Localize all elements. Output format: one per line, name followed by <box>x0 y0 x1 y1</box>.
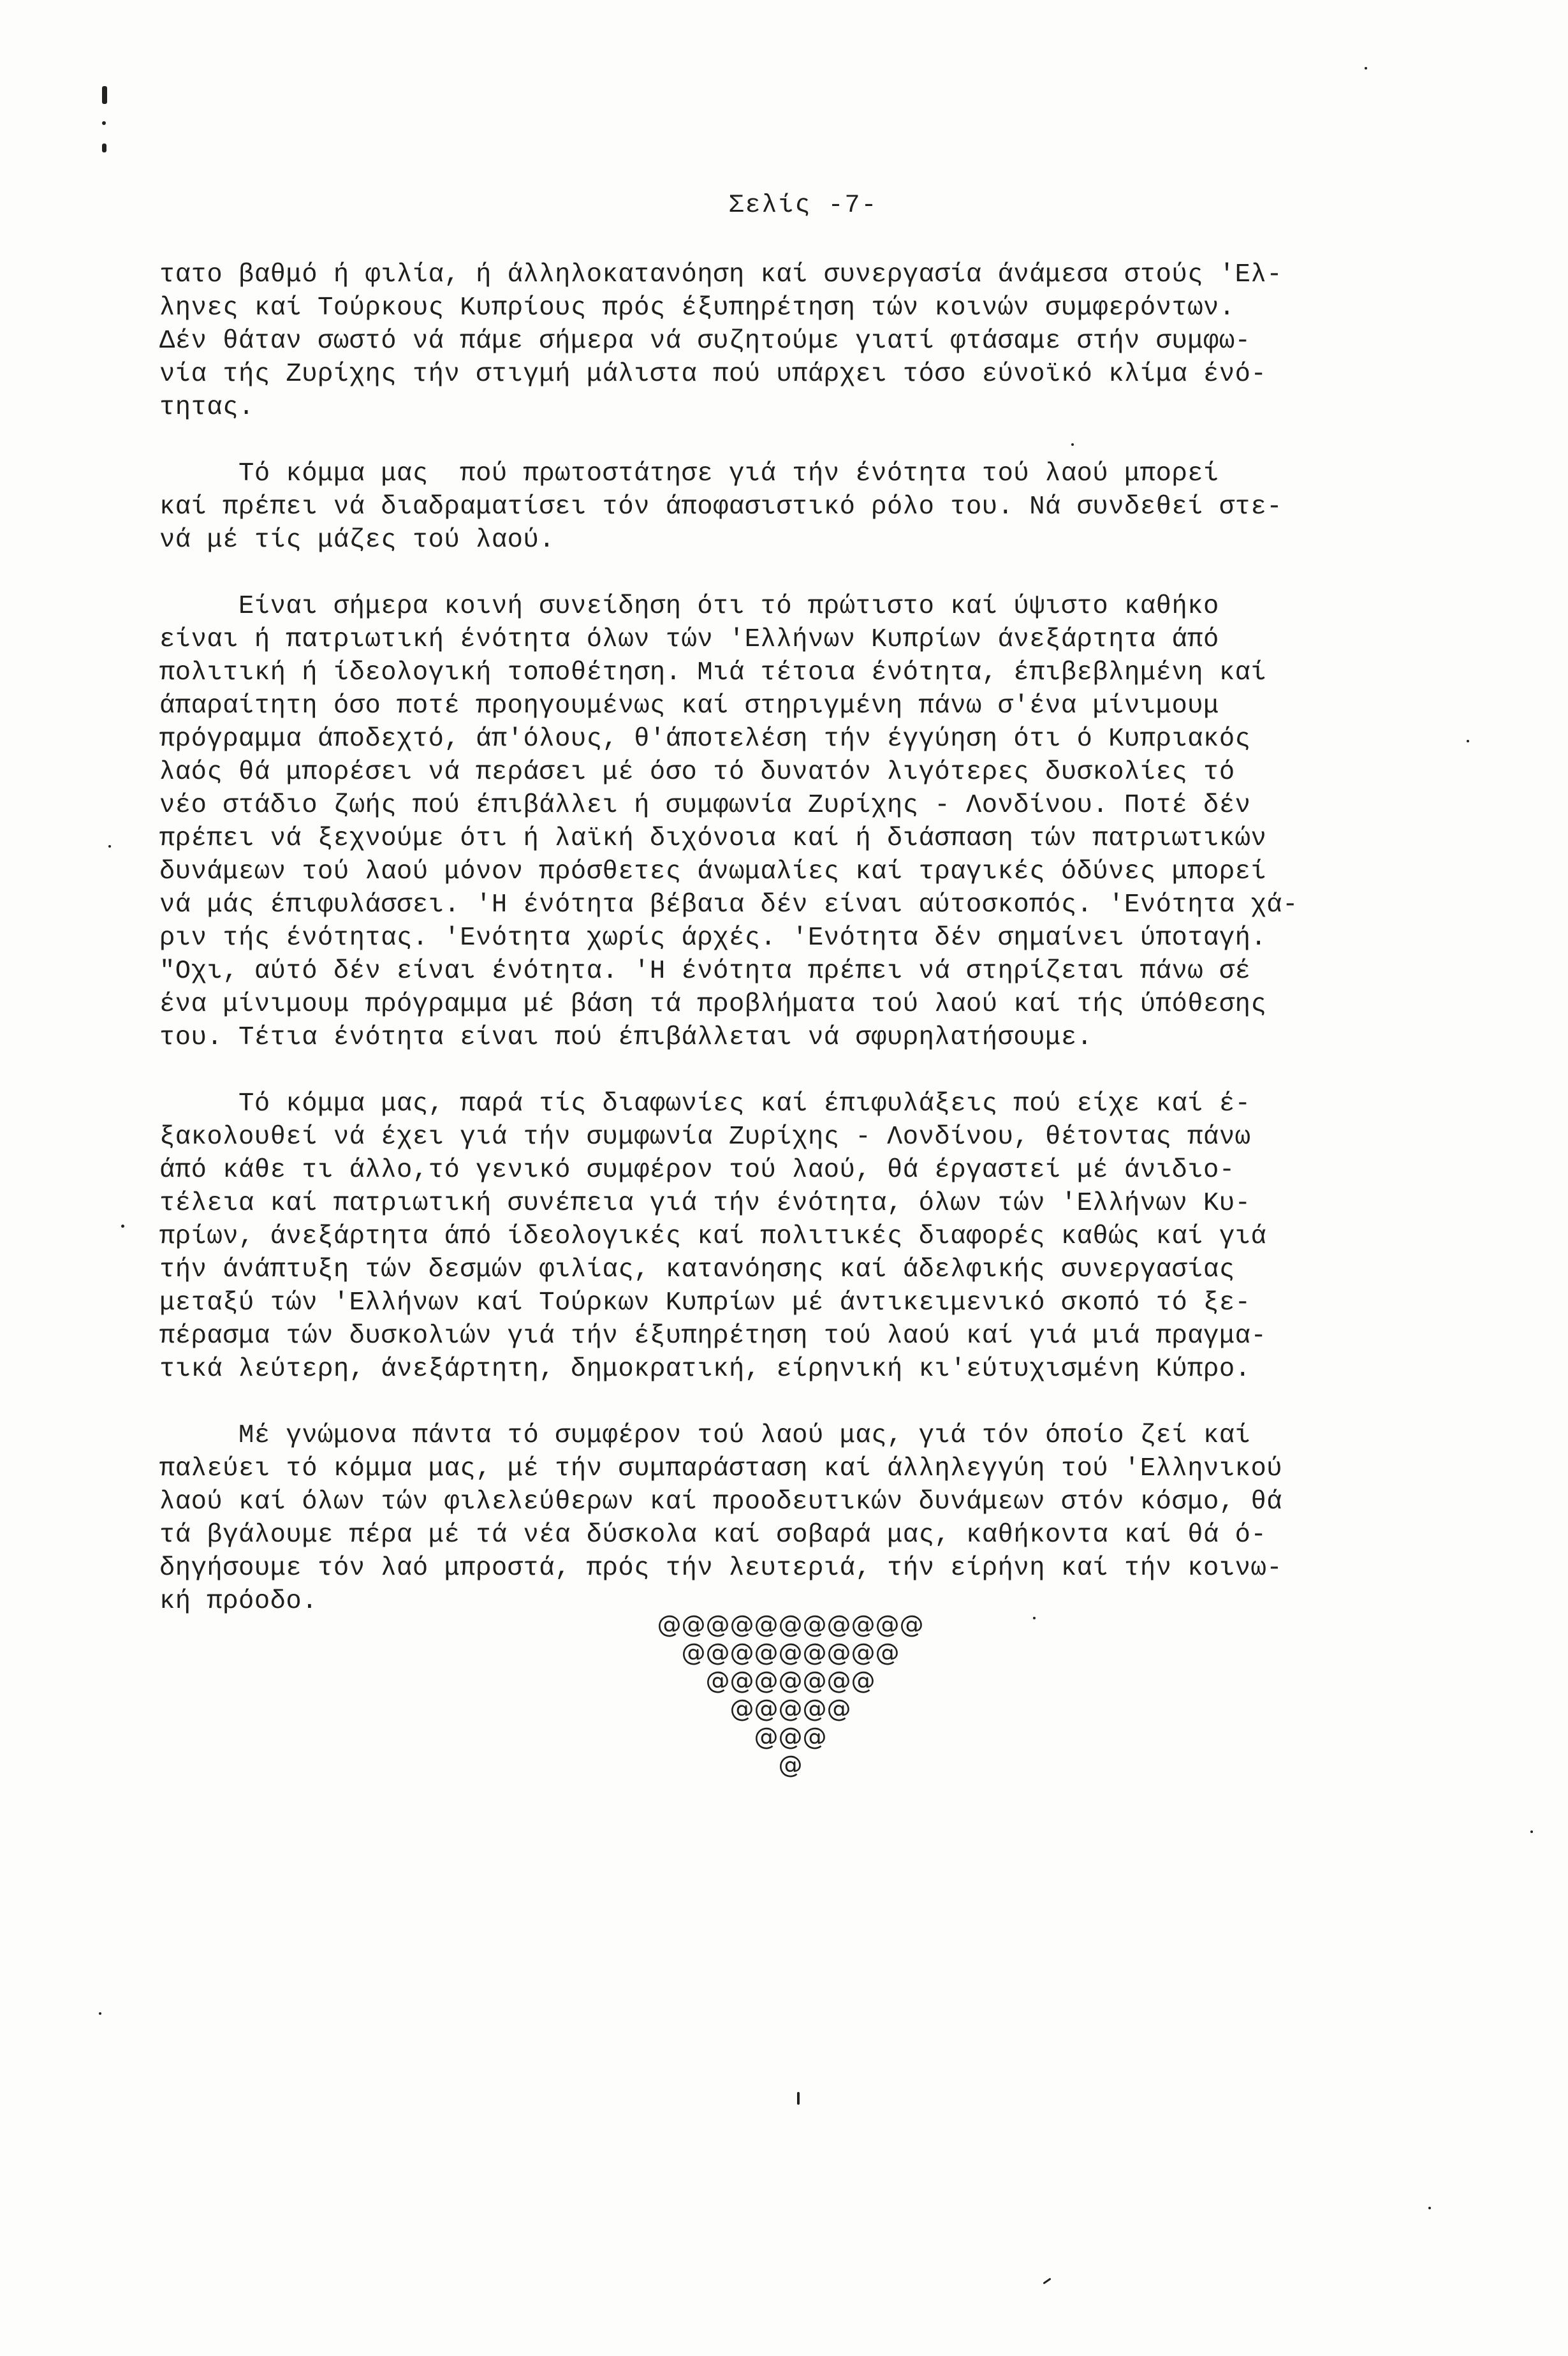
text-line: παλεύει τό κόμμα μας, μέ τήν συμπαράσταση καί άλληλεγγύη τού 'Ελληνικού <box>159 1454 1283 1484</box>
text-line: "Οχι, αύτό δέν είναι ένότητα. 'Η ένότητα πρέπει νά στηρίζεται πάνω σέ <box>159 957 1251 986</box>
ornament-row: @@@ <box>754 1723 827 1751</box>
text-line: άπαραίτητη όσο ποτέ προηγουμένως καί στηριγμένη πάνω σ'ένα μίνιμουμ <box>159 691 1219 721</box>
text-line: ληνες καί Τούρκους Κυπρίους πρός έξυπηρέτηση τών κοινών συμφερόντων. <box>159 293 1235 323</box>
scan-mark <box>99 2012 101 2015</box>
text-line: δηγήσουμε τόν λαό μπροστά, πρός τήν λευτεριά, τήν είρήνη καί τήν κοινω- <box>159 1554 1283 1583</box>
ornament-row: @ <box>778 1751 803 1779</box>
text-line: Δέν θάταν σωστό νά πάμε σήμερα νά συζητούμε γιατί φτάσαμε στήν συμφω- <box>159 327 1251 356</box>
paragraph <box>159 457 1486 557</box>
text-line: νά μάς έπιφυλάσσει. 'Η ένότητα βέβαια δέν είναι αύτοσκοπός. 'Ενότητα χά- <box>159 890 1298 920</box>
scan-mark <box>1365 67 1367 70</box>
text-line: τατο βαθμό ή φιλία, ή άλληλοκατανόηση καί συνεργασία άνάμεσα στούς 'Ελ- <box>159 260 1283 290</box>
ornament-row: @@@@@@@@@ <box>681 1638 900 1667</box>
text-line: δυνάμεων τού λαού μόνον πρόσθετες άνωμαλίες καί τραγικές όδύνες μπορεί <box>159 857 1267 887</box>
text-line: κή πρόοδο. <box>159 1587 318 1616</box>
text-line: νά μέ τίς μάζες τού λαού. <box>159 526 555 555</box>
text-line: Μέ γνώμονα πάντα τό συμφέρον τού λαού μας, γιά τόν όποίο ζεί καί <box>159 1421 1251 1450</box>
paragraph <box>159 1419 1486 1618</box>
scan-mark <box>1071 443 1074 446</box>
paragraph <box>159 258 1486 424</box>
closing-ornament <box>0 1610 1568 1779</box>
paragraph <box>159 1087 1486 1386</box>
text-line: μεταξύ τών 'Ελλήνων καί Τούρκων Κυπρίων μέ άντικειμενικό σκοπό τό ξε- <box>159 1288 1251 1318</box>
ornament-row: @@@@@@@@@@@ <box>657 1610 924 1638</box>
scan-mark <box>797 2092 800 2105</box>
text-line: καί πρέπει νά διαδραματίσει τόν άποφασιστικό ρόλο του. Νά συνδεθεί στε- <box>159 492 1283 522</box>
page-number-header: Σελίς -7- <box>728 191 878 220</box>
scan-mark <box>1033 1617 1036 1619</box>
scan-mark <box>1530 1830 1533 1833</box>
scan-mark <box>1043 2278 1051 2284</box>
text-line: πρέπει νά ξεχνούμε ότι ή λαϊκή διχόνοια καί ή διάσπαση τών πατριωτικών <box>159 824 1267 853</box>
text-line: ξακολουθεί νά έχει γιά τήν συμφωνία Ζυρίχης - Λονδίνου, θέτοντας πάνω <box>159 1123 1251 1152</box>
text-line: ένα μίνιμουμ πρόγραμμα μέ βάση τά προβλήματα τού λαού καί τής ύπόθεσης <box>159 990 1267 1019</box>
text-line: λαός θά μπορέσει νά περάσει μέ όσο τό δυνατόν λιγότερες δυσκολίες τό <box>159 758 1235 787</box>
text-line: πολιτική ή ίδεολογική τοποθέτηση. Μιά τέτοια ένότητα, έπιβεβλημένη καί <box>159 658 1267 688</box>
ornament-row: @@@@@@@ <box>705 1667 876 1695</box>
text-line: τητας. <box>159 393 254 422</box>
scan-mark <box>108 845 111 848</box>
scan-mark <box>102 121 106 125</box>
text-line: Τό κόμμα μας, παρά τίς διαφωνίες καί έπιφυλάξεις πού είχε καί έ- <box>159 1089 1251 1119</box>
scan-mark <box>102 86 107 104</box>
text-line: λαού καί όλων τών φιλελεύθερων καί προοδευτικών δυνάμεων στόν κόσμο, θά <box>159 1487 1283 1517</box>
scan-mark <box>1467 740 1469 742</box>
text-line: τά βγάλουμε πέρα μέ τά νέα δύσκολα καί σοβαρά μας, καθήκοντα καί θά ό- <box>159 1520 1267 1550</box>
text-line: τήν άνάπτυξη τών δεσμών φιλίας, κατανόησης καί άδελφικής συνεργασίας <box>159 1255 1235 1285</box>
scan-mark <box>121 1225 124 1228</box>
scan-mark <box>102 144 106 152</box>
paragraph <box>159 590 1486 1054</box>
body-text <box>159 258 1486 1651</box>
text-line: του. Τέτια ένότητα είναι πού έπιβάλλεται νά σφυρηλατήσουμε. <box>159 1023 1093 1052</box>
scan-mark <box>1428 2207 1431 2209</box>
text-line: τέλεια καί πατριωτική συνέπεια γιά τήν ένότητα, όλων τών 'Ελλήνων Κυ- <box>159 1189 1251 1218</box>
text-line: ριν τής ένότητας. 'Ενότητα χωρίς άρχές. 'Ενότητα δέν σημαίνει ύποταγή. <box>159 924 1267 953</box>
text-line: τικά λεύτερη, άνεξάρτητη, δημοκρατική, είρηνική κι'εύτυχισμένη Κύπρο. <box>159 1355 1251 1384</box>
text-line: άπό κάθε τι άλλο,τό γενικό συμφέρον τού λαού, θά έργαστεί μέ άνιδιο- <box>159 1156 1235 1185</box>
text-line: πρόγραμμα άποδεχτό, άπ'όλους, θ'άποτελέση τήν έγγύηση ότι ό Κυπριακός <box>159 725 1251 754</box>
text-line: πέρασμα τών δυσκολιών γιά τήν έξυπηρέτηση τού λαού καί γιά μιά πραγμα- <box>159 1322 1267 1351</box>
ornament-row: @@@@@ <box>729 1695 851 1723</box>
text-line: είναι ή πατριωτική ένότητα όλων τών 'Ελλήνων Κυπρίων άνεξάρτητα άπό <box>159 625 1219 654</box>
text-line: Τό κόμμα μας πού πρωτοστάτησε γιά τήν ένότητα τού λαού μπορεί <box>159 459 1219 489</box>
text-line: πρίων, άνεξάρτητα άπό ίδεολογικές καί πολιτικές διαφορές καθώς καί γιά <box>159 1222 1267 1251</box>
text-line: νέο στάδιο ζωής πού έπιβάλλει ή συμφωνία Ζυρίχης - Λονδίνου. Ποτέ δέν <box>159 791 1251 820</box>
text-line: νία τής Ζυρίχης τήν στιγμή μάλιστα πού υπάρχει τόσο εύνοϊκό κλίμα ένό- <box>159 360 1267 389</box>
text-line: Είναι σήμερα κοινή συνείδηση ότι τό πρώτιστο καί ύψιστο καθήκο <box>159 592 1219 621</box>
